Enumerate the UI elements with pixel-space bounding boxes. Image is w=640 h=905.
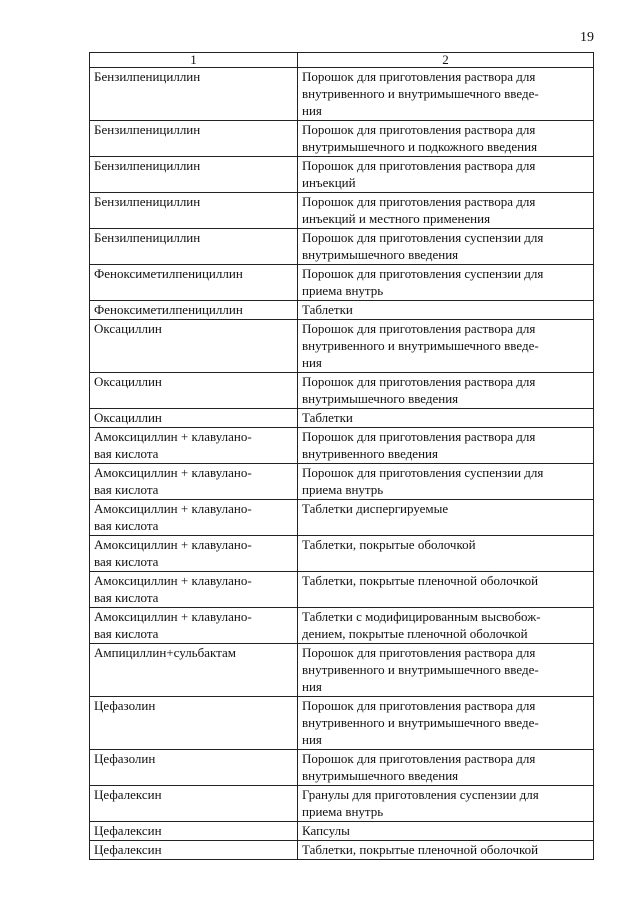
drug-name-cell: [90, 464, 298, 500]
table-row: [90, 750, 594, 786]
dosage-form-cell: [298, 373, 594, 409]
dosage-form-line: Капсулы: [302, 823, 350, 838]
dosage-form-line: инъекций и местного применения: [302, 211, 491, 226]
drug-name-cell: [90, 500, 298, 536]
drug-name-line: Оксациллин: [94, 374, 162, 389]
drug-name-line: Бензилпенициллин: [94, 230, 201, 245]
dosage-form-line: ния: [302, 355, 322, 370]
dosage-form-line: Порошок для приготовления раствора для: [302, 69, 536, 84]
dosage-form-cell: [298, 572, 594, 608]
dosage-form-line: внутримышечного введения: [302, 247, 459, 262]
drug-name-line: Феноксиметилпенициллин: [94, 302, 243, 317]
drug-table: [89, 52, 594, 860]
drug-name-cell: [90, 822, 298, 841]
dosage-form-cell: [298, 841, 594, 860]
drug-name-line: Амоксициллин + клавулано-: [94, 429, 252, 444]
dosage-form-cell: [298, 697, 594, 750]
drug-name-line: вая кислота: [94, 518, 159, 533]
dosage-form-line: Таблетки, покрытые пленочной оболочкой: [302, 842, 539, 857]
dosage-form-cell: [298, 193, 594, 229]
dosage-form-cell: [298, 265, 594, 301]
dosage-form-line: Порошок для приготовления суспензии для: [302, 465, 544, 480]
drug-name-cell: [90, 68, 298, 121]
dosage-form-line: приема внутрь: [302, 283, 384, 298]
dosage-form-line: Порошок для приготовления раствора для: [302, 374, 536, 389]
dosage-form-line: внутримышечного введения: [302, 391, 459, 406]
drug-name-cell: [90, 121, 298, 157]
drug-name-line: Оксациллин: [94, 410, 162, 425]
dosage-form-line: Порошок для приготовления суспензии для: [302, 230, 544, 245]
drug-name-line: Цефазолин: [94, 698, 156, 713]
table-row: [90, 320, 594, 373]
column-header-2: 2: [298, 53, 594, 68]
table-row: [90, 500, 594, 536]
dosage-form-line: ния: [302, 679, 322, 694]
drug-name-cell: [90, 229, 298, 265]
drug-name-line: вая кислота: [94, 554, 159, 569]
drug-name-cell: [90, 697, 298, 750]
drug-name-line: вая кислота: [94, 446, 159, 461]
dosage-form-cell: [298, 301, 594, 320]
dosage-form-line: Таблетки: [302, 302, 353, 317]
dosage-form-line: ния: [302, 103, 322, 118]
dosage-form-line: Гранулы для приготовления суспензии для: [302, 787, 539, 802]
drug-name-line: Цефалексин: [94, 787, 162, 802]
drug-name-line: Бензилпенициллин: [94, 194, 201, 209]
dosage-form-line: Таблетки с модифицированным высвобож-: [302, 609, 541, 624]
table-row: [90, 409, 594, 428]
drug-name-cell: [90, 608, 298, 644]
dosage-form-line: Порошок для приготовления раствора для: [302, 321, 536, 336]
dosage-form-line: Порошок для приготовления раствора для: [302, 645, 536, 660]
dosage-form-line: Таблетки, покрытые пленочной оболочкой: [302, 573, 539, 588]
drug-name-line: Цефазолин: [94, 751, 156, 766]
table-row: [90, 428, 594, 464]
drug-name-cell: [90, 428, 298, 464]
drug-name-cell: [90, 750, 298, 786]
table-row: [90, 697, 594, 750]
table-body: [90, 68, 594, 860]
table-row: [90, 121, 594, 157]
drug-name-line: Феноксиметилпенициллин: [94, 266, 243, 281]
drug-name-line: Амоксициллин + клавулано-: [94, 609, 252, 624]
drug-name-line: вая кислота: [94, 626, 159, 641]
dosage-form-line: внутривенного и внутримышечного введе-: [302, 338, 539, 353]
drug-name-line: Амоксициллин + клавулано-: [94, 573, 252, 588]
dosage-form-cell: [298, 500, 594, 536]
table-row: [90, 644, 594, 697]
header-row: [90, 53, 594, 68]
dosage-form-line: Порошок для приготовления раствора для: [302, 158, 536, 173]
drug-name-cell: [90, 265, 298, 301]
drug-name-line: Оксациллин: [94, 321, 162, 336]
drug-name-cell: [90, 320, 298, 373]
dosage-form-cell: [298, 409, 594, 428]
dosage-form-line: внутривенного и внутримышечного введе-: [302, 662, 539, 677]
drug-name-line: вая кислота: [94, 590, 159, 605]
dosage-form-line: внутривенного и внутримышечного введе-: [302, 715, 539, 730]
table-row: [90, 536, 594, 572]
table-row: [90, 301, 594, 320]
table-row: [90, 841, 594, 860]
drug-name-line: Амоксициллин + клавулано-: [94, 537, 252, 552]
drug-name-line: Цефалексин: [94, 823, 162, 838]
drug-name-line: Цефалексин: [94, 842, 162, 857]
drug-name-cell: [90, 644, 298, 697]
table-row: [90, 373, 594, 409]
table-row: [90, 68, 594, 121]
dosage-form-line: дением, покрытые пленочной оболочкой: [302, 626, 528, 641]
dosage-form-cell: [298, 320, 594, 373]
column-header-1: 1: [90, 53, 298, 68]
drug-name-line: Ампициллин+сульбактам: [94, 645, 236, 660]
dosage-form-cell: [298, 822, 594, 841]
table-row: [90, 464, 594, 500]
dosage-form-line: внутримышечного и подкожного введения: [302, 139, 538, 154]
dosage-form-line: внутримышечного введения: [302, 768, 459, 783]
table-row: [90, 608, 594, 644]
drug-name-cell: [90, 193, 298, 229]
dosage-form-cell: [298, 608, 594, 644]
table-row: [90, 157, 594, 193]
dosage-form-line: Порошок для приготовления раствора для: [302, 194, 536, 209]
dosage-form-line: инъекций: [302, 175, 356, 190]
drug-name-cell: [90, 373, 298, 409]
dosage-form-cell: [298, 68, 594, 121]
dosage-form-cell: [298, 536, 594, 572]
table-row: [90, 229, 594, 265]
dosage-form-line: приема внутрь: [302, 482, 384, 497]
dosage-form-line: внутривенного и внутримышечного введе-: [302, 86, 539, 101]
dosage-form-line: Таблетки, покрытые оболочкой: [302, 537, 476, 552]
dosage-form-cell: [298, 464, 594, 500]
dosage-form-line: внутривенного введения: [302, 446, 438, 461]
dosage-form-cell: [298, 157, 594, 193]
dosage-form-line: Порошок для приготовления раствора для: [302, 751, 536, 766]
dosage-form-line: Таблетки: [302, 410, 353, 425]
drug-name-line: вая кислота: [94, 482, 159, 497]
drug-name-line: Амоксициллин + клавулано-: [94, 501, 252, 516]
dosage-form-line: Таблетки диспергируемые: [302, 501, 449, 516]
drug-name-cell: [90, 301, 298, 320]
drug-name-cell: [90, 572, 298, 608]
table-row: [90, 822, 594, 841]
drug-name-cell: [90, 841, 298, 860]
table-row: [90, 265, 594, 301]
drug-name-line: Амоксициллин + клавулано-: [94, 465, 252, 480]
dosage-form-cell: [298, 229, 594, 265]
dosage-form-line: Порошок для приготовления раствора для: [302, 122, 536, 137]
drug-name-cell: [90, 786, 298, 822]
dosage-form-line: Порошок для приготовления суспензии для: [302, 266, 544, 281]
dosage-form-line: Порошок для приготовления раствора для: [302, 698, 536, 713]
dosage-form-line: Порошок для приготовления раствора для: [302, 429, 536, 444]
dosage-form-cell: [298, 750, 594, 786]
drug-name-cell: [90, 536, 298, 572]
drug-name-cell: [90, 157, 298, 193]
drug-name-line: Бензилпенициллин: [94, 69, 201, 84]
table-row: [90, 786, 594, 822]
drug-name-line: Бензилпенициллин: [94, 122, 201, 137]
dosage-form-cell: [298, 786, 594, 822]
dosage-form-cell: [298, 644, 594, 697]
dosage-form-cell: [298, 428, 594, 464]
page-number: 19: [580, 30, 594, 45]
dosage-form-cell: [298, 121, 594, 157]
dosage-form-line: приема внутрь: [302, 804, 384, 819]
drug-name-line: Бензилпенициллин: [94, 158, 201, 173]
table-row: [90, 193, 594, 229]
drug-name-cell: [90, 409, 298, 428]
dosage-form-line: ния: [302, 732, 322, 747]
table-row: [90, 572, 594, 608]
